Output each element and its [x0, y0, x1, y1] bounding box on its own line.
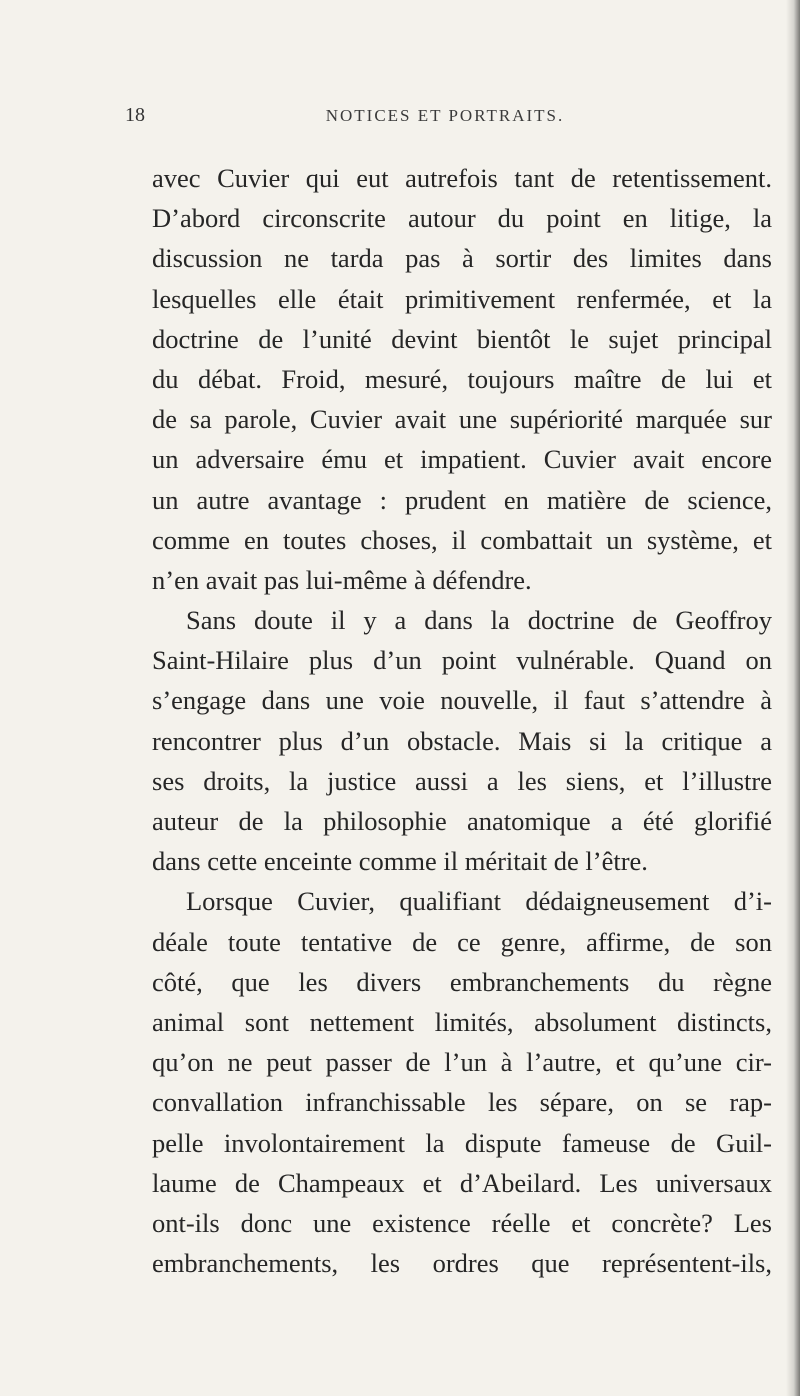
text-line: Saint-Hilaire plus d’un point vulnérable. Quand on [152, 645, 772, 676]
text-line: s’engage dans une voie nouvelle, il faut s’attendre à [152, 685, 772, 716]
text-line: avec Cuvier qui eut autrefois tant de retentissement. [152, 163, 772, 193]
text-line: lesquelles elle était primitivement renfermée, et la [152, 283, 772, 314]
text-line: auteur de la philosophie anatomique a été glorifié [152, 806, 772, 836]
text-line: ses droits, la justice aussi a les siens, et l’illustre [152, 765, 772, 796]
text-line: de sa parole, Cuvier avait une supériorité marquée sur [152, 404, 772, 435]
text-line: n’en avait pas lui-même à défendre. [152, 564, 532, 595]
text-line: ont-ils donc une existence réelle et concrète? Les [152, 1207, 772, 1238]
text-line: un adversaire ému et impatient. Cuvier avait encore [152, 444, 772, 475]
paragraph [152, 158, 772, 600]
text-line: rencontrer plus d’un obstacle. Mais si la critique a [152, 725, 772, 756]
text-line: convallation infranchissable les sépare, on se rap- [152, 1087, 772, 1118]
text-line: comme en toutes choses, il combattait un système, et [152, 524, 772, 555]
text-line: déale toute tentative de ce genre, affirme, de son [152, 926, 772, 957]
paragraph [152, 600, 772, 881]
text-line: qu’on ne peut passer de l’un à l’autre, et qu’une cir- [152, 1047, 772, 1078]
page-number: 18 [125, 104, 145, 126]
page-header [125, 104, 765, 136]
text-line: laume de Champeaux et d’Abeilard. Les universaux [152, 1167, 772, 1198]
paragraph [152, 881, 772, 1283]
text-line: animal sont nettement limités, absolument distincts, [152, 1006, 772, 1037]
text-line: un autre avantage : prudent en matière de science, [152, 484, 772, 515]
text-line: embranchements, les ordres que représentent-ils, [152, 1248, 772, 1279]
running-head: NOTICES ET PORTRAITS. [325, 106, 565, 125]
text-line: doctrine de l’unité devint bientôt le sujet principal [152, 323, 772, 354]
body-text [152, 158, 772, 1283]
text-line: pelle involontairement la dispute fameuse de Guil- [152, 1127, 772, 1158]
text-line: Lorsque Cuvier, qualifiant dédaigneusement d’i- [186, 886, 772, 917]
text-line: du débat. Froid, mesuré, toujours maître de lui et [152, 363, 772, 394]
text-line: Sans doute il y a dans la doctrine de Geoffroy [186, 605, 772, 636]
text-line: côté, que les divers embranchements du règne [152, 966, 772, 997]
page-edge-shadow [786, 0, 800, 1396]
text-line: D’abord circonscrite autour du point en litige, la [152, 203, 772, 234]
text-line: dans cette enceinte comme il méritait de l’être. [152, 846, 648, 877]
text-line: discussion ne tarda pas à sortir des limites dans [152, 243, 772, 274]
